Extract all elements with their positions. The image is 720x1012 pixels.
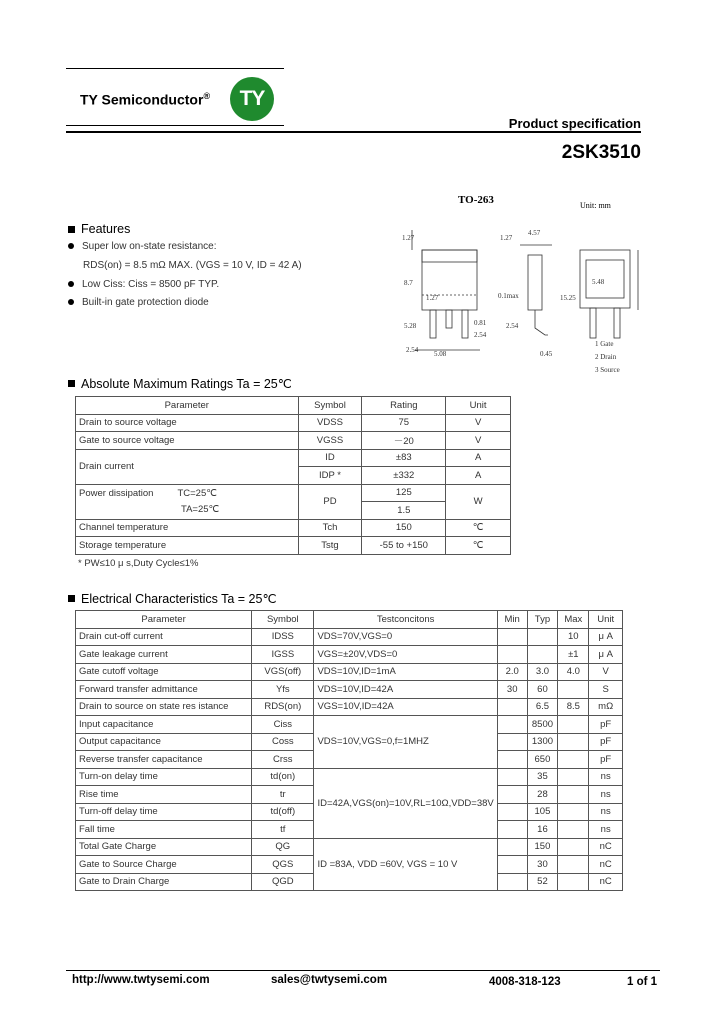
symbol-cell: QGS xyxy=(252,856,314,874)
max-cell xyxy=(558,821,589,839)
symbol-cell: tf xyxy=(252,821,314,839)
features-title: Features xyxy=(68,222,130,236)
table-row xyxy=(76,628,623,646)
table-row xyxy=(76,432,511,450)
typ-cell: 150 xyxy=(527,838,558,856)
dim-label: 2.54 xyxy=(406,346,419,354)
dim-label: 15.25 xyxy=(560,294,576,302)
unit-cell: ns xyxy=(589,786,623,804)
symbol-cell: Crss xyxy=(252,751,314,769)
symbol-cell: td(off) xyxy=(252,803,314,821)
symbol-cell: IDP * xyxy=(298,467,362,485)
header-mid-rule xyxy=(66,125,284,126)
min-cell xyxy=(497,856,527,874)
part-number: 2SK3510 xyxy=(561,142,641,163)
dim-label: 5.08 xyxy=(434,350,447,358)
symbol-cell: VDSS xyxy=(298,414,362,432)
param-cell: Turn-on delay time xyxy=(76,768,252,786)
min-cell xyxy=(497,873,527,891)
unit-cell: S xyxy=(589,681,623,699)
unit-cell: μ A xyxy=(589,646,623,664)
typ-cell: 30 xyxy=(527,856,558,874)
typ-cell: 35 xyxy=(527,768,558,786)
table-row xyxy=(76,537,511,555)
footer-url[interactable]: http://www.twtysemi.com xyxy=(72,974,210,986)
param-cell: Drain to source voltage xyxy=(76,414,299,432)
symbol-cell: td(on) xyxy=(252,768,314,786)
typ-cell: 6.5 xyxy=(527,698,558,716)
table-row xyxy=(76,768,623,786)
header-cell: Unit xyxy=(446,397,511,415)
package-name: TO-263 xyxy=(458,194,494,206)
max-cell xyxy=(558,803,589,821)
unit-cell: ns xyxy=(589,803,623,821)
table-row xyxy=(76,414,511,432)
cond-cell: VDS=10V,VGS=0,f=1MHZ xyxy=(314,716,497,769)
max-cell xyxy=(558,873,589,891)
pin-label: 1 Gate xyxy=(595,340,614,348)
unit-cell: pF xyxy=(589,733,623,751)
package-back-lead-3 xyxy=(614,308,620,338)
unit-cell: pF xyxy=(589,716,623,734)
dim-label: 8.7 xyxy=(404,279,413,287)
table-row xyxy=(76,716,623,734)
package-lead-3 xyxy=(462,310,468,338)
header-cell: Symbol xyxy=(298,397,362,415)
table-row xyxy=(76,519,511,537)
cond-cell: VDS=10V,ID=42A xyxy=(314,681,497,699)
header-cell: Parameter xyxy=(76,397,299,415)
footer-rule xyxy=(66,970,660,971)
typ-cell xyxy=(527,646,558,664)
symbol-cell: ID xyxy=(298,449,362,467)
bullet-icon xyxy=(68,299,74,305)
unit-cell: V xyxy=(589,663,623,681)
symbol-cell: QGD xyxy=(252,873,314,891)
min-cell: 2.0 xyxy=(497,663,527,681)
cond-cell: VDS=10V,ID=1mA xyxy=(314,663,497,681)
header-cell: Rating xyxy=(362,397,446,415)
table-row xyxy=(76,646,623,664)
symbol-cell: RDS(on) xyxy=(252,698,314,716)
param-cell: Forward transfer admittance xyxy=(76,681,252,699)
package-outline xyxy=(412,230,638,350)
min-cell xyxy=(497,716,527,734)
dim-label: 0.1max xyxy=(498,292,519,300)
company-name: TY Semiconductor® xyxy=(80,91,211,108)
min-cell xyxy=(497,646,527,664)
min-cell xyxy=(497,751,527,769)
header-cell: Typ xyxy=(527,611,558,629)
min-cell xyxy=(497,698,527,716)
unit-cell: A xyxy=(446,449,511,467)
unit-cell: ns xyxy=(589,821,623,839)
package-tab xyxy=(422,250,477,262)
dim-label: 0.81 xyxy=(474,319,487,327)
param-cell: Channel temperature xyxy=(76,519,299,537)
header-cell: Min xyxy=(497,611,527,629)
section-square-icon xyxy=(68,226,75,233)
min-cell xyxy=(497,803,527,821)
package-lead-2 xyxy=(446,310,452,328)
param-cell: Reverse transfer capacitance xyxy=(76,751,252,769)
feature-item: Super low on-state resistance: xyxy=(68,241,217,252)
package-side-body xyxy=(528,255,542,310)
rating-cell: 125 xyxy=(362,484,446,502)
dim-label: 1.27 xyxy=(426,294,439,302)
symbol-cell: VGS(off) xyxy=(252,663,314,681)
unit-cell: ℃ xyxy=(446,537,511,555)
min-cell: 30 xyxy=(497,681,527,699)
rating-cell: －20 xyxy=(362,432,446,450)
cond-cell: ID=42A,VGS(on)=10V,RL=10Ω,VDD=38V xyxy=(314,768,497,838)
typ-cell xyxy=(527,628,558,646)
rating-cell: ±332 xyxy=(362,467,446,485)
min-cell xyxy=(497,628,527,646)
header-cell: Parameter xyxy=(76,611,252,629)
rating-cell: -55 to +150 xyxy=(362,537,446,555)
min-cell xyxy=(497,821,527,839)
package-lead-1 xyxy=(430,310,436,338)
table-row xyxy=(76,449,511,467)
min-cell xyxy=(497,838,527,856)
max-cell xyxy=(558,786,589,804)
max-cell xyxy=(558,838,589,856)
header-main-rule xyxy=(66,131,641,133)
header-cell: Unit xyxy=(589,611,623,629)
param-cell: Rise time xyxy=(76,786,252,804)
param-cell: Power dissipation TC=25℃ TA=25℃ xyxy=(76,484,299,519)
company-logo: TY xyxy=(230,77,274,121)
unit-cell: V xyxy=(446,432,511,450)
param-cell: Output capacitance xyxy=(76,733,252,751)
package-back-lead-1 xyxy=(590,308,596,338)
cond-cell: ID =83A, VDD =60V, VGS = 10 V xyxy=(314,838,497,891)
typ-cell: 105 xyxy=(527,803,558,821)
param-cell: Input capacitance xyxy=(76,716,252,734)
pin-label: 3 Source xyxy=(595,366,620,374)
param-cell: Gate leakage current xyxy=(76,646,252,664)
unit-cell: W xyxy=(446,484,511,519)
dim-label: 0.45 xyxy=(540,350,553,358)
param-cell: Turn-off delay time xyxy=(76,803,252,821)
header-cell: Symbol xyxy=(252,611,314,629)
param-cell: Gate to Source Charge xyxy=(76,856,252,874)
dim-label: 5.28 xyxy=(404,322,417,330)
typ-cell: 3.0 xyxy=(527,663,558,681)
product-spec-label: Product specification xyxy=(508,116,641,131)
max-cell: 8.5 xyxy=(558,698,589,716)
header-top-rule xyxy=(66,68,284,69)
symbol-cell: Tch xyxy=(298,519,362,537)
unit-cell: nC xyxy=(589,856,623,874)
rating-cell: ±83 xyxy=(362,449,446,467)
cond-cell: VGS=±20V,VDS=0 xyxy=(314,646,497,664)
table-row xyxy=(76,681,623,699)
param-cell: Gate to source voltage xyxy=(76,432,299,450)
param-cell: Total Gate Charge xyxy=(76,838,252,856)
typ-cell: 650 xyxy=(527,751,558,769)
symbol-cell: IGSS xyxy=(252,646,314,664)
table-header-row xyxy=(76,611,623,629)
param-cell: Drain cut-off current xyxy=(76,628,252,646)
table-header-row xyxy=(76,397,511,415)
max-cell xyxy=(558,716,589,734)
feature-item: RDS(on) = 8.5 mΩ MAX. (VGS = 10 V, ID = 42 A) xyxy=(83,260,302,271)
cond-cell: VDS=70V,VGS=0 xyxy=(314,628,497,646)
bullet-icon xyxy=(68,243,74,249)
dim-label: 2.54 xyxy=(474,331,487,339)
unit-cell: nC xyxy=(589,838,623,856)
table-row xyxy=(76,838,623,856)
elec-table xyxy=(75,610,623,891)
param-cell: Drain current xyxy=(76,449,299,484)
feature-item: Low Ciss: Ciss = 8500 pF TYP. xyxy=(68,279,219,290)
unit-cell: mΩ xyxy=(589,698,623,716)
symbol-cell: Tstg xyxy=(298,537,362,555)
footer-page: 1 of 1 xyxy=(627,976,658,988)
symbol-cell: Coss xyxy=(252,733,314,751)
dim-label: 2.54 xyxy=(506,322,519,330)
param-cell: Gate cutoff voltage xyxy=(76,663,252,681)
max-cell: ±1 xyxy=(558,646,589,664)
unit-cell: A xyxy=(446,467,511,485)
typ-cell: 60 xyxy=(527,681,558,699)
symbol-cell: VGSS xyxy=(298,432,362,450)
table-row xyxy=(76,663,623,681)
pin-label: 2 Drain xyxy=(595,353,617,361)
section-square-icon xyxy=(68,595,75,602)
abs-max-title: Absolute Maximum Ratings Ta = 25℃ xyxy=(68,376,292,391)
cond-cell: VGS=10V,ID=42A xyxy=(314,698,497,716)
rating-cell: 75 xyxy=(362,414,446,432)
feature-item: Built-in gate protection diode xyxy=(68,297,209,308)
max-cell xyxy=(558,751,589,769)
unit-cell: ℃ xyxy=(446,519,511,537)
elec-title: Electrical Characteristics Ta = 25℃ xyxy=(68,591,276,606)
max-cell xyxy=(558,733,589,751)
min-cell xyxy=(497,768,527,786)
unit-cell: μ A xyxy=(589,628,623,646)
param-cell: Drain to source on state res istance xyxy=(76,698,252,716)
param-cell: Fall time xyxy=(76,821,252,839)
typ-cell: 16 xyxy=(527,821,558,839)
package-back-body xyxy=(580,250,630,308)
header-cell: Testconcitons xyxy=(314,611,497,629)
dim-label: 1.27 xyxy=(402,234,415,242)
max-cell xyxy=(558,856,589,874)
footer-phone: 4008-318-123 xyxy=(489,976,561,988)
symbol-cell: Ciss xyxy=(252,716,314,734)
header-cell: Max xyxy=(558,611,589,629)
footer-email[interactable]: sales@twtysemi.com xyxy=(271,974,388,986)
max-cell: 10 xyxy=(558,628,589,646)
table-row xyxy=(76,698,623,716)
package-unit: Unit: mm xyxy=(580,201,611,210)
abs-max-note: * PW≤10 μ s,Duty Cycle≤1% xyxy=(78,558,199,569)
typ-cell: 52 xyxy=(527,873,558,891)
dim-label: 1.27 xyxy=(500,234,513,242)
symbol-cell: IDSS xyxy=(252,628,314,646)
min-cell xyxy=(497,733,527,751)
symbol-cell: tr xyxy=(252,786,314,804)
unit-cell: ns xyxy=(589,768,623,786)
symbol-cell: QG xyxy=(252,838,314,856)
max-cell xyxy=(558,768,589,786)
min-cell xyxy=(497,786,527,804)
bullet-icon xyxy=(68,281,74,287)
typ-cell: 28 xyxy=(527,786,558,804)
abs-max-table xyxy=(75,396,511,555)
symbol-cell: Yfs xyxy=(252,681,314,699)
max-cell: 4.0 xyxy=(558,663,589,681)
table-row xyxy=(76,484,511,502)
section-square-icon xyxy=(68,380,75,387)
typ-cell: 1300 xyxy=(527,733,558,751)
dim-label: 4.57 xyxy=(528,229,541,237)
param-cell: Storage temperature xyxy=(76,537,299,555)
unit-cell: nC xyxy=(589,873,623,891)
rating-cell: 150 xyxy=(362,519,446,537)
package-drawing xyxy=(400,210,650,380)
max-cell xyxy=(558,681,589,699)
package-side-lead xyxy=(535,310,548,335)
dim-label: 5.48 xyxy=(592,278,605,286)
typ-cell: 8500 xyxy=(527,716,558,734)
unit-cell: pF xyxy=(589,751,623,769)
symbol-cell: PD xyxy=(298,484,362,519)
param-cell: Gate to Drain Charge xyxy=(76,873,252,891)
rating-cell: 1.5 xyxy=(362,502,446,520)
unit-cell: V xyxy=(446,414,511,432)
